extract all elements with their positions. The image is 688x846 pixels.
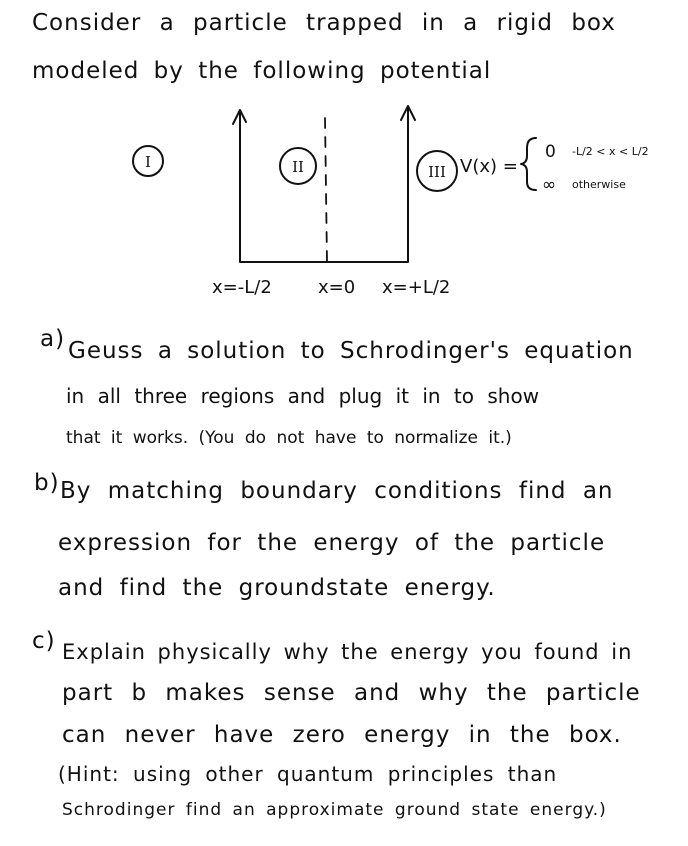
region-1-label: I (145, 153, 151, 171)
case-2-condition: otherwise (572, 178, 626, 191)
part-a-line-2: in all three regions and plug it in to show (66, 384, 540, 408)
left-wall (240, 108, 408, 262)
region-3-label: III (428, 163, 446, 181)
potential-lhs: V(x) = (460, 156, 518, 177)
part-c-line-4: (Hint: using other quantum principles than (58, 762, 558, 786)
case-2-value: ∞ (542, 175, 557, 195)
part-b-line-3: and find the groundstate energy. (58, 575, 496, 601)
part-c-line-5: Schrodinger find an approximate ground state energy.) (62, 800, 607, 820)
intro-line-2: modeled by the following potential (32, 58, 492, 84)
region-2-label: II (292, 158, 304, 176)
part-b-line-1: By matching boundary conditions find an (60, 478, 614, 504)
case-1-value: 0 (545, 142, 556, 162)
center-dashed-line (325, 118, 327, 262)
x-right-label: x=+L/2 (382, 277, 451, 298)
case-1-condition: -L/2 < x < L/2 (572, 145, 649, 158)
part-a-line-3: that it works. (You do not have to normalize it.) (66, 428, 512, 448)
part-c-line-1: Explain physically why the energy you found in (62, 640, 633, 664)
part-c-line-3: can never have zero energy in the box. (62, 722, 622, 748)
part-b-label: b) (34, 470, 60, 496)
curly-brace (521, 138, 536, 190)
part-a-label: a) (40, 326, 66, 352)
part-c-line-2: part b makes sense and why the particle (62, 680, 641, 706)
intro-line-1: Consider a particle trapped in a rigid box (32, 10, 616, 36)
x-left-label: x=-L/2 (212, 277, 272, 298)
part-b-line-2: expression for the energy of the particle (58, 530, 606, 556)
x-center-label: x=0 (318, 277, 356, 298)
part-a-line-1: Geuss a solution to Schrodinger's equation (68, 338, 634, 364)
part-c-label: c) (32, 628, 56, 654)
